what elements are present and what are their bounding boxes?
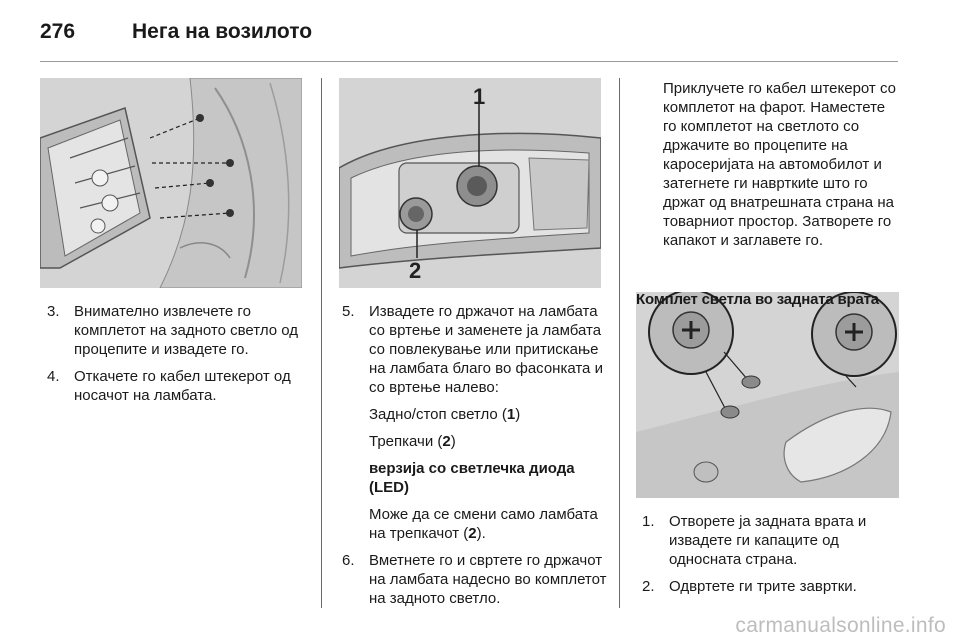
step-number: 6. xyxy=(342,552,355,569)
intro-paragraph: Приклучете го кабел штекерот со комплетот на фарот. Наместете го комплетот на светлото со држачите во процепите на каросеријата на автомобилот и затегнете ги наврткиte што го држат од внатрешната страна на товарниот простор. Затворете го капакот и заглавете го. xyxy=(663,80,896,249)
watermark: carmanualsonline.info xyxy=(735,614,946,637)
indicator-line xyxy=(369,432,608,451)
led-note-close: ). xyxy=(476,525,486,542)
indicator-ref: 2 xyxy=(442,433,451,450)
column-3-intro xyxy=(663,79,899,250)
list-item xyxy=(642,577,898,596)
header-rule xyxy=(40,61,898,62)
step-text: Вметнете го и свртете го држачот на ламбата надесно во комплетот на задното светло. xyxy=(369,552,607,607)
tailgate-screw-caps-illustration xyxy=(636,292,899,498)
lamp-holder-illustration xyxy=(339,78,601,288)
rear-light-removal-drawing xyxy=(40,78,302,288)
step-text: Извадете го држачот на ламбата со вртење и заменете ја ламбата со повлекување или притискање на ламбата благо во фасонката и со вртење налево: xyxy=(369,303,603,396)
led-note xyxy=(369,505,608,543)
list-item xyxy=(47,367,309,405)
list-item xyxy=(47,302,309,359)
callout-label-2: 2 xyxy=(409,258,422,283)
step-number: 4. xyxy=(47,368,60,385)
list-item xyxy=(642,512,898,569)
brake-light-label: Задно/стоп светло ( xyxy=(369,406,507,423)
column-divider-1 xyxy=(321,78,322,608)
step-number: 1. xyxy=(642,513,655,530)
led-note-text: Може да се смени само ламбата на трепкачот ( xyxy=(369,506,598,542)
list-item xyxy=(342,302,608,397)
step-text: Одвртете ги трите завртки. xyxy=(669,578,857,595)
step-text: Внимателно извлечете го комплетот на задното светло од процепите и извадете го. xyxy=(74,303,299,358)
column-1 xyxy=(47,302,309,413)
list-item xyxy=(342,551,608,608)
column-divider-2 xyxy=(619,78,620,608)
led-heading: верзија со светлечка диода (LED) xyxy=(369,460,575,496)
callout-label-1: 1 xyxy=(473,84,486,109)
section-heading: Комплет светла во задната врата xyxy=(636,291,879,308)
led-note-ref: 2 xyxy=(468,525,477,542)
page-title: Нега на возилото xyxy=(132,20,313,43)
brake-light-line xyxy=(369,405,608,424)
tailgate-screw-caps-drawing xyxy=(636,292,899,498)
step-text: Отворете ја задната врата и извадете ги капаците од односната страна. xyxy=(669,513,867,568)
rear-light-removal-illustration xyxy=(40,78,302,288)
indicator-close: ) xyxy=(450,433,456,450)
column-2 xyxy=(342,302,608,616)
brake-light-close: ) xyxy=(515,406,521,423)
step-number: 3. xyxy=(47,303,60,320)
column-3-steps xyxy=(642,512,898,604)
step-number: 2. xyxy=(642,578,655,595)
step-number: 5. xyxy=(342,303,355,320)
step-text: Откачете го кабел штекерот од носачот на ламбата. xyxy=(74,368,291,404)
page-number: 276 xyxy=(40,20,76,43)
lamp-holder-drawing xyxy=(339,78,601,288)
brake-light-ref: 1 xyxy=(506,406,516,423)
indicator-label: Трепкачи ( xyxy=(369,433,443,450)
